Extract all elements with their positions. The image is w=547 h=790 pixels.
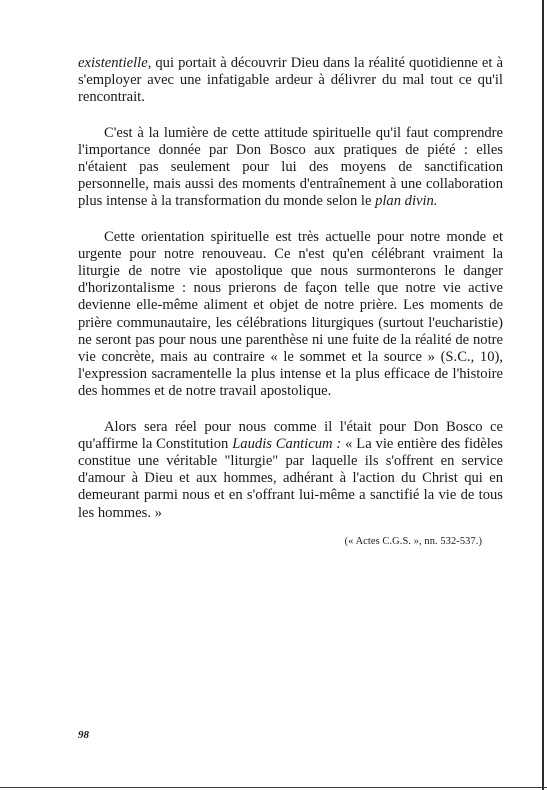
page-number: 98: [78, 729, 89, 741]
text-run: C'est à la lumière de cette attitude spirituelle qu'il faut comprendre l'importance donnée par Don Bosco aux pratiques de piété : elles n'étaient pas seulement pour lui des moyens de sanctification personnelle, mais aussi des moments d'entraînement à une collaboration plus intense à la transformation du monde selon le: [78, 124, 503, 210]
paragraph-4: [78, 419, 503, 522]
text-run: Cette orientation spirituelle est très actuelle pour notre monde et urgente pour notre renouveau. Ce n'est qu'en célébrant vraiment la liturgie de notre vie apostolique que nous surmonterons le danger d'horizontalisme : nous prierons de façon telle que notre vie active devienne elle-même aliment et objet de notre prière. Les moments de prière communautaire, les célébrations liturgiques (surtout l'eucharistie) ne seront pas pour nous une parenthèse ni une fuite de la réalité de notre vie concrète, mais au contraire « le sommet et la source » (S.C., 10), l'expression sacramentelle la plus intense et la plus efficace de l'histoire des hommes et de notre travail apostolique.: [78, 228, 503, 400]
page-bottom-edge: [0, 787, 547, 788]
citation-reference: (« Actes C.G.S. », nn. 532-537.): [344, 535, 482, 547]
text-run: qui portait à découvrir Dieu dans la réalité quotidienne et à s'employer avec une infatigable ardeur à délivrer du mal tout ce qu'il rencontrait.: [78, 55, 503, 106]
paragraph-1: [78, 55, 503, 107]
text-run: Alors sera réel pour nous comme il l'était pour Don Bosco ce qu'affirme la Constitution: [78, 418, 503, 452]
italic-term: Laudis Canticum :: [232, 435, 342, 452]
body-text: [78, 55, 503, 547]
italic-term: existentielle,: [78, 55, 152, 71]
paragraph-2: [78, 125, 503, 211]
text-run: « La vie entière des fidèles constitue une véritable "liturgie" par laquelle ils s'offrent en service d'amour à Dieu et aux hommes, adhérant à l'action du Christ qui en demeurant parmi nous et en s'offrant lui-même a sanctifié la vie de tous les hommes. »: [78, 435, 503, 521]
page-edge-shadow: [542, 0, 544, 790]
italic-term: plan divin.: [375, 193, 438, 210]
paragraph-3: [78, 229, 503, 401]
